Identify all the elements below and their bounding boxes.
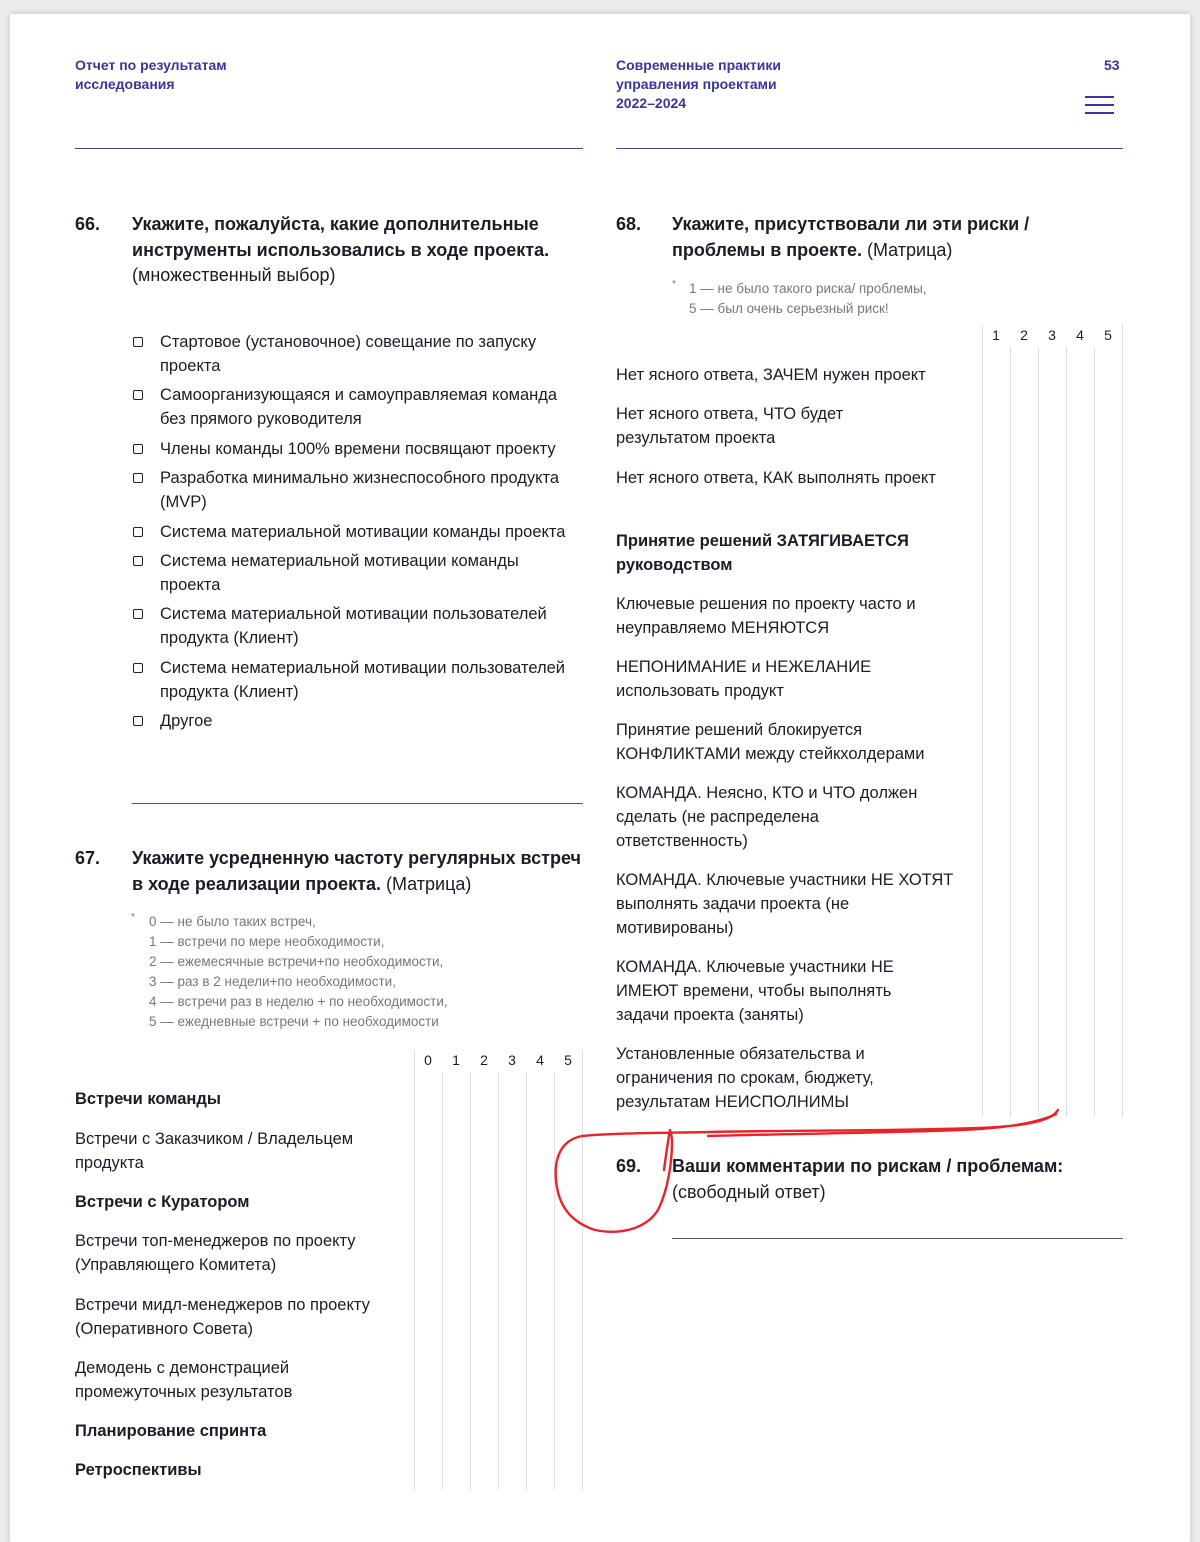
checkbox-icon[interactable] (133, 527, 143, 537)
option-item[interactable] (133, 520, 573, 544)
matrix-row-label: КОМАНДА. Ключевые участники НЕ ХОТЯТ выполнять задачи проекта (не мотивированы) (616, 871, 954, 937)
report-title: Отчет по результатам исследования (75, 57, 227, 92)
option-item[interactable] (133, 466, 573, 514)
matrix-row-label: Установленные обязательства и ограничения по срокам, бюджету, результатам НЕИСПОЛНИМЫ (616, 1045, 874, 1111)
option-item[interactable] (133, 437, 573, 461)
matrix-row-label: Нет ясного ответа, ЗАЧЕМ нужен проект (616, 366, 926, 384)
matrix-row-label: Встречи с Заказчиком / Владельцем продукта (75, 1130, 354, 1172)
question-69-note: (свободный ответ) (672, 1181, 826, 1202)
checkbox-icon[interactable] (133, 556, 143, 566)
checkbox-icon[interactable] (133, 337, 143, 347)
matrix-row-label: Встречи команды (75, 1090, 221, 1108)
header-rule-left (75, 148, 583, 149)
option-label: Система материальной мотивации команды проекта (160, 522, 566, 541)
question-68-note: (Матрица) (866, 239, 953, 260)
question-68-text (672, 212, 1112, 263)
question-68-number: 68. (616, 214, 642, 234)
option-item[interactable] (133, 549, 573, 597)
matrix-row-label: КОМАНДА. Ключевые участники НЕ ИМЕЮТ времени, чтобы выполнять задачи проекта (заняты) (616, 958, 894, 1024)
checkbox-icon[interactable] (133, 444, 143, 454)
scale-header: 5 (1104, 327, 1112, 343)
matrix-row-label: Встречи мидл-менеджеров по проекту (Оперативного Совета) (75, 1296, 370, 1338)
question-66-title: Укажите, пожалуйста, какие дополнительные инструменты использовались в ходе проекта. (132, 214, 550, 260)
option-label: Система нематериальной мотивации команды проекта (160, 551, 519, 594)
question-68-title: Укажите, присутствовали ли эти риски / проблемы в проекте. (672, 214, 1030, 260)
option-item[interactable] (133, 656, 573, 704)
scale-header: 3 (508, 1052, 516, 1068)
option-label: Другое (160, 712, 213, 731)
page-number: 53 (1104, 57, 1120, 73)
matrix-row-label: Ключевые решения по проекту часто и неуправляемо МЕНЯЮТСЯ (616, 595, 916, 637)
legend-marker: * (131, 912, 135, 923)
option-item[interactable] (133, 383, 573, 431)
option-label: Система материальной мотивации пользователей продукта (Клиент) (160, 605, 547, 648)
option-item[interactable] (133, 330, 573, 378)
option-label: Стартовое (установочное) совещание по запуску проекта (160, 333, 537, 375)
grid-line (1122, 325, 1123, 1117)
grid-line (1094, 347, 1095, 1117)
question-69-title: Ваши комментарии по рискам / проблемам: (672, 1156, 1064, 1176)
matrix-row-label: Демодень с демонстрацией промежуточных результатов (75, 1359, 293, 1401)
scale-header: 5 (564, 1052, 572, 1068)
question-67-text (132, 846, 587, 897)
question-67-legend: 0 — не было таких встреч, 1 — встречи по мере необходимости, 2 — ежемесячные встречи+по необходимости, 3 — раз в 2 недели+по необходимости, 4 — встречи раз в неделю + по необходимости, 5 — ежедневные встречи + по необходимости (149, 914, 448, 1029)
checkbox-icon[interactable] (133, 609, 143, 619)
scale-header: 4 (536, 1052, 544, 1068)
option-item[interactable] (133, 602, 573, 650)
red-hand-annotation (540, 1100, 1080, 1250)
matrix-row-label: Планирование спринта (75, 1422, 267, 1440)
question-68-legend: 1 — не было такого риска/ проблемы, 5 — был очень серьезный риск! (689, 281, 927, 316)
question-67-note: (Матрица) (385, 873, 472, 894)
option-label: Система нематериальной мотивации пользователей продукта (Клиент) (160, 658, 566, 701)
matrix-row-label: Принятие решений ЗАТЯГИВАЕТСЯ руководством (616, 532, 909, 574)
checkbox-icon[interactable] (133, 663, 143, 673)
question-66-text (132, 212, 552, 289)
grid-line (442, 1072, 443, 1490)
question-66-note: (множественный выбор) (132, 265, 336, 285)
grid-line (982, 325, 983, 1117)
matrix-row-label: Ретроспективы (75, 1461, 202, 1479)
question-66-number: 66. (75, 214, 101, 234)
scale-header: 1 (452, 1052, 460, 1068)
option-label: Члены команды 100% времени посвящают проекту (160, 439, 556, 458)
grid-line (1066, 347, 1067, 1117)
grid-line (1010, 347, 1011, 1117)
option-label: Разработка минимально жизнеспособного продукта (MVP) (160, 469, 560, 512)
matrix-row-label: Принятие решений блокируется КОНФЛИКТАМИ между стейкхолдерами (616, 721, 925, 763)
publication-title: Современные практики управления проектами 2022–2024 (616, 57, 781, 111)
matrix-row-label: Встречи топ-менеджеров по проекту (Управляющего Комитета) (75, 1232, 356, 1274)
checkbox-icon[interactable] (133, 473, 143, 483)
scale-header: 1 (992, 327, 1000, 343)
matrix-row-label: Встречи с Куратором (75, 1193, 250, 1211)
question-67-title: Укажите усредненную частоту регулярных встреч в ходе реализации проекта. (132, 848, 581, 894)
matrix-row-label: Нет ясного ответа, ЧТО будет результатом проекта (616, 405, 844, 447)
question-67-number: 67. (75, 848, 101, 868)
scale-header: 2 (1020, 327, 1028, 343)
hamburger-menu-icon[interactable] (1085, 96, 1114, 116)
grid-line (526, 1072, 527, 1490)
scale-header: 2 (480, 1052, 488, 1068)
matrix-row-label: НЕПОНИМАНИЕ и НЕЖЕЛАНИЕ использовать продукт (616, 658, 872, 700)
scale-header: 4 (1076, 327, 1084, 343)
question-69-number: 69. (616, 1156, 642, 1176)
option-item[interactable] (133, 709, 573, 733)
matrix-row-label: КОМАНДА. Неясно, КТО и ЧТО должен сделать (не распределена ответственность) (616, 784, 918, 850)
section-divider (132, 803, 583, 804)
grid-line (414, 1050, 415, 1490)
scale-header: 3 (1048, 327, 1056, 343)
grid-line (498, 1072, 499, 1490)
scale-header: 0 (424, 1052, 432, 1068)
option-label: Самоорганизующаяся и самоуправляемая команда без прямого руководителя (160, 386, 558, 429)
grid-line (470, 1072, 471, 1490)
checkbox-icon[interactable] (133, 716, 143, 726)
checkbox-icon[interactable] (133, 390, 143, 400)
question-66-options (133, 330, 573, 739)
grid-line (1038, 347, 1039, 1117)
header-rule-right (616, 148, 1123, 149)
matrix-row-label: Нет ясного ответа, КАК выполнять проект (616, 469, 936, 487)
legend-marker: * (672, 279, 676, 290)
